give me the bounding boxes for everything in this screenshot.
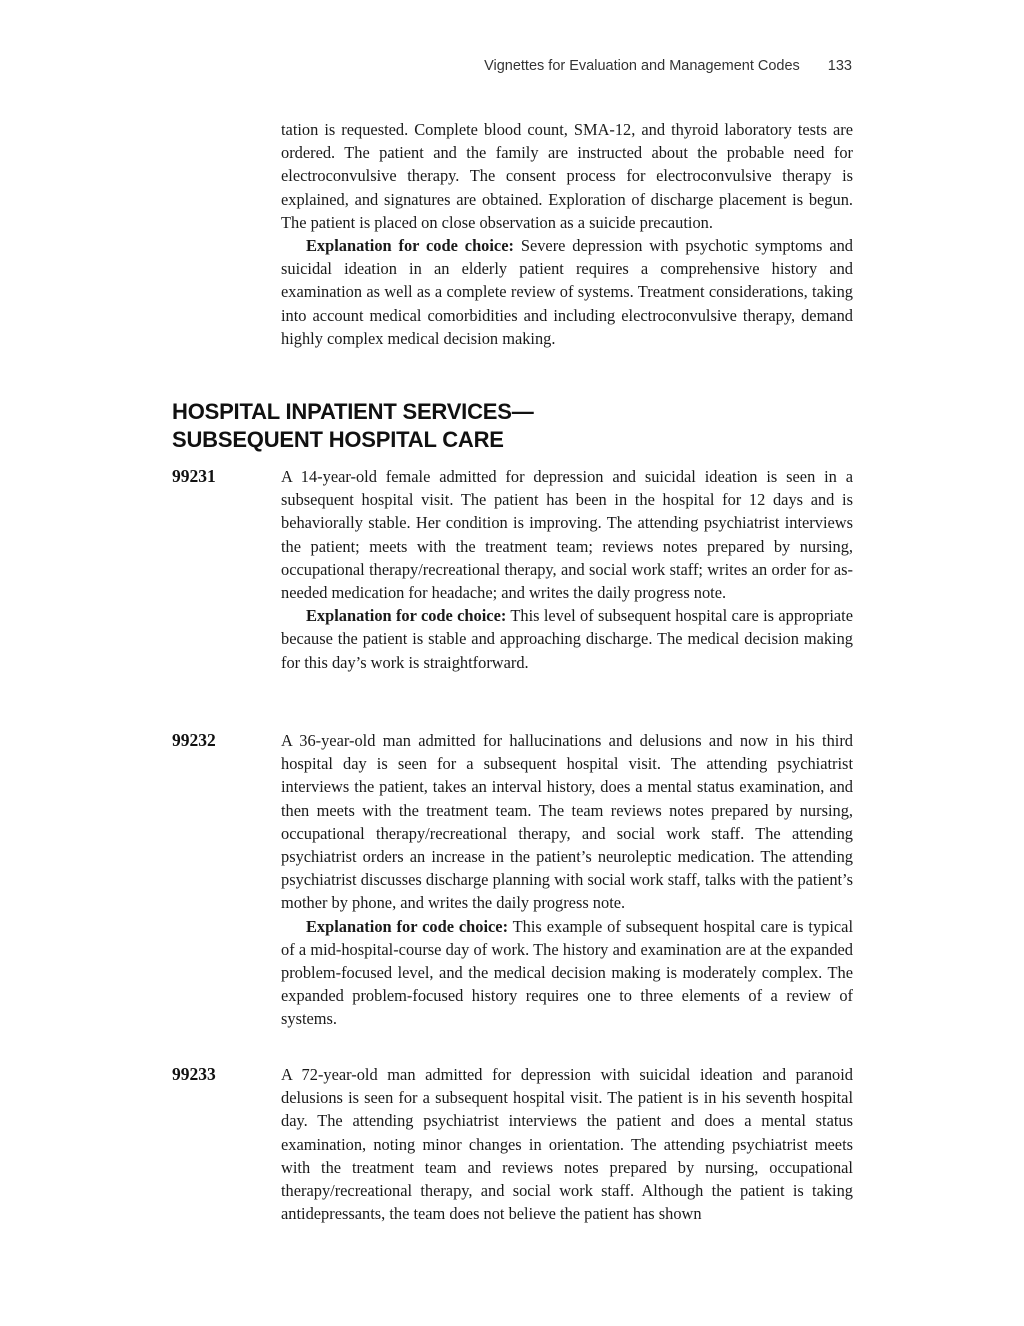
explanation-text: This example of subsequent hospital care is typical of a mid-hospital-course day of work. The history and examination are at the expanded problem-focused level, and the medical decision making is moderately complex. The expanded problem-focused history requires one to three elements of a review of systems.	[281, 916, 854, 1029]
section-heading-line1: HOSPITAL INPATIENT SERVICES—	[172, 399, 534, 424]
code-99233: 99233	[172, 1064, 216, 1084]
explanation-label: Explanation for code choice:	[306, 606, 507, 626]
entry-99233	[281, 1063, 853, 1225]
code-99231: 99231	[172, 466, 216, 486]
entry-explanation	[281, 915, 853, 1031]
section-heading-line2: SUBSEQUENT HOSPITAL CARE	[172, 427, 504, 452]
entry-99231	[281, 465, 853, 674]
explanation-label: Explanation for code choice:	[306, 236, 514, 256]
section-heading	[172, 398, 534, 454]
running-header-title: Vignettes for Evaluation and Management Codes	[484, 58, 800, 74]
entry-paragraph: A 36-year-old man admitted for hallucinations and delusions and now in his third hospital day is seen for a subsequent hospital visit. The attending psychiatrist interviews the patient, takes an interval history, does a mental status examination, and then meets with the treatment team. The team reviews notes prepared by nursing, occupational therapy/recreational therapy, and social work staff. The attending psychiatrist orders an increase in the patient’s neuroleptic medication. The attending psychiatrist discusses discharge planning with social work staff, talks with the patient’s mother by phone, and writes the daily progress note.	[281, 731, 853, 913]
explanation-text: Severe depression with psychotic symptoms and suicidal ideation in an elderly patient requires a comprehensive history and examination as well as a complete review of systems. Treatment considerations, taking into account medical comorbidities and including electroconvulsive therapy, demand highly complex medical decision making.	[281, 236, 853, 348]
running-header	[0, 58, 852, 74]
explanation-text: This level of subsequent hospital care is appropriate because the patient is stable and approaching discharge. The medical decision making for this day’s work is straightforward.	[281, 606, 854, 672]
explanation-label: Explanation for code choice:	[306, 916, 509, 936]
entry-explanation	[281, 604, 853, 674]
continuation-explanation	[281, 234, 853, 350]
page-number: 133	[827, 58, 852, 74]
continuation-block	[281, 118, 853, 350]
entry-paragraph: A 72-year-old man admitted for depression with suicidal ideation and paranoid delusions is seen for a subsequent hospital visit. The patient is in his seventh hospital day. The attending psychiatrist interviews the patient and does a mental status examination, noting minor changes in orientation. The attending psychiatrist meets with the treatment team and reviews notes prepared by nursing, occupational therapy/recreational therapy, and social work staff. Although the patient is taking antidepressants, the team does not believe the patient has shown	[281, 1065, 853, 1224]
code-99232: 99232	[172, 730, 216, 750]
entry-paragraph: A 14-year-old female admitted for depression and suicidal ideation is seen in a subsequent hospital visit. The patient has been in the hospital for 12 days and is behaviorally stable. Her condition is improving. The attending psychiatrist interviews the patient; meets with the treatment team; reviews notes prepared by nursing, occupational therapy/recreational therapy, and social work staff; writes an order for as-needed medication for headache; and writes the daily progress note.	[281, 467, 853, 603]
continuation-paragraph: tation is requested. Complete blood count, SMA-12, and thyroid laboratory tests are ordered. The patient and the family are instructed about the probable need for electroconvulsive therapy. The consent process for electroconvulsive therapy is explained, and signatures are obtained. Exploration of discharge placement is begun. The patient is placed on close observation as a suicide precaution.	[281, 120, 853, 232]
entry-99232	[281, 729, 853, 1031]
